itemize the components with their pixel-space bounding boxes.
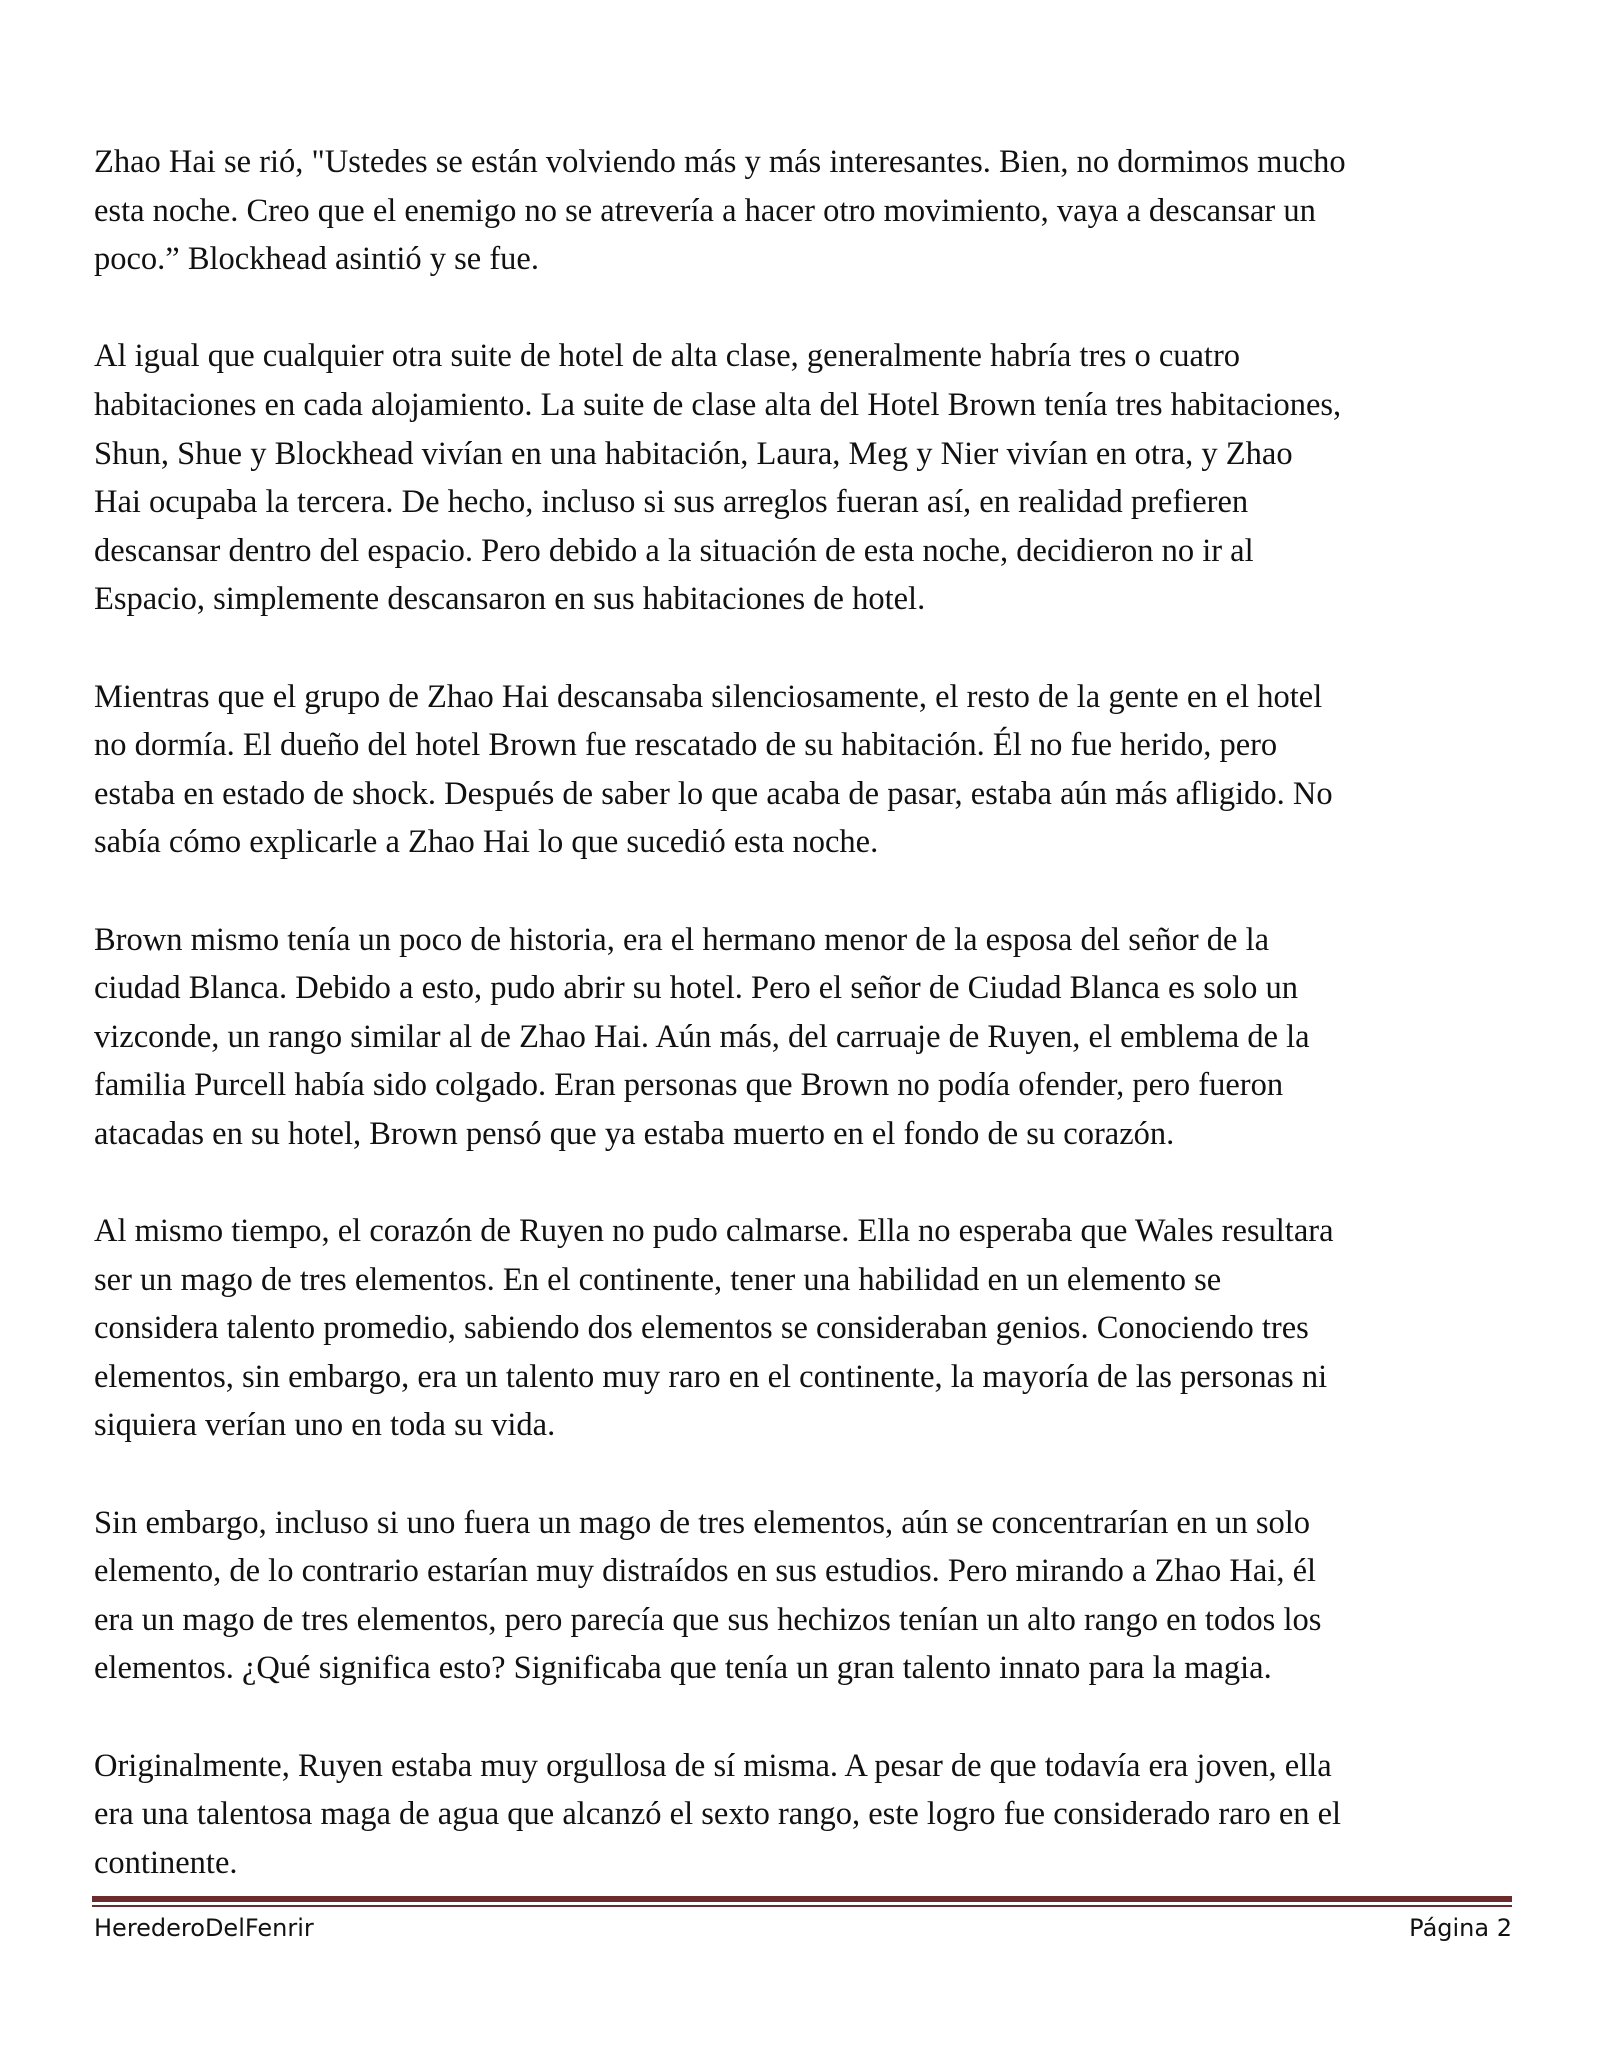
footer-rule: [92, 1896, 1512, 1908]
text-line: Sin embargo, incluso si uno fuera un mago de tres elementos, aún se concentrarían en un solo: [94, 1504, 1311, 1541]
text-line: descansar dentro del espacio. Pero debido a la situación de esta noche, decidieron no ir al: [94, 532, 1254, 569]
paragraph: [94, 1207, 1514, 1450]
footer-page-number: Página 2: [1409, 1914, 1512, 1942]
text-line: atacadas en su hotel, Brown pensó que ya estaba muerto en el fondo de su corazón.: [94, 1115, 1175, 1152]
text-line: siquiera verían uno en toda su vida.: [94, 1407, 556, 1444]
paragraph: [94, 332, 1514, 624]
text-line: continente.: [94, 1844, 238, 1881]
text-line: Espacio, simplemente descansaron en sus habitaciones de hotel.: [94, 581, 926, 618]
paragraph: [94, 138, 1514, 284]
footer-author: HerederoDelFenrir: [94, 1914, 314, 1942]
text-line: Originalmente, Ruyen estaba muy orgullosa de sí misma. A pesar de que todavía era joven, ella: [94, 1747, 1332, 1784]
text-line: estaba en estado de shock. Después de saber lo que acaba de pasar, estaba aún más afligido. No: [94, 775, 1333, 812]
text-line: Zhao Hai se rió, "Ustedes se están volviendo más y más interesantes. Bien, no dormimos mucho: [94, 144, 1346, 180]
text-line: habitaciones en cada alojamiento. La suite de clase alta del Hotel Brown tenía tres habitaciones,: [94, 386, 1342, 423]
text-line: era una talentosa maga de agua que alcanzó el sexto rango, este logro fue considerado raro en el: [94, 1796, 1342, 1833]
text-line: elemento, de lo contrario estarían muy distraídos en sus estudios. Pero mirando a Zhao Hai, él: [94, 1553, 1317, 1590]
text-line: ser un mago de tres elementos. En el continente, tener una habilidad en un elemento se: [94, 1261, 1222, 1298]
text-line: esta noche. Creo que el enemigo no se atrevería a hacer otro movimiento, vaya a descansar un: [94, 192, 1316, 229]
document-body: [94, 138, 1514, 1887]
paragraph: [94, 1742, 1514, 1888]
footer-rule-thick: [92, 1896, 1512, 1902]
text-line: poco.” Blockhead asintió y se fue.: [94, 241, 539, 278]
text-line: Mientras que el grupo de Zhao Hai descansaba silenciosamente, el resto de la gente en el hotel: [94, 678, 1323, 715]
text-line: Shun, Shue y Blockhead vivían en una habitación, Laura, Meg y Nier vivían en otra, y Zhao: [94, 435, 1293, 472]
text-line: considera talento promedio, sabiendo dos elementos se consideraban genios. Conociendo tres: [94, 1310, 1309, 1347]
text-line: no dormía. El dueño del hotel Brown fue rescatado de su habitación. Él no fue herido, pero: [94, 727, 1278, 764]
text-line: era un mago de tres elementos, pero parecía que sus hechizos tenían un alto rango en todos los: [94, 1601, 1322, 1638]
text-line: Al mismo tiempo, el corazón de Ruyen no pudo calmarse. Ella no esperaba que Wales resultara: [94, 1213, 1334, 1250]
paragraph: [94, 1499, 1514, 1693]
text-line: elementos. ¿Qué significa esto? Significaba que tenía un gran talento innato para la magia.: [94, 1650, 1272, 1687]
paragraph: [94, 916, 1514, 1159]
text-line: Hai ocupaba la tercera. De hecho, incluso si sus arreglos fueran así, en realidad prefieren: [94, 484, 1249, 521]
text-line: Brown mismo tenía un poco de historia, era el hermano menor de la esposa del señor de la: [94, 921, 1270, 958]
footer-rule-thin: [92, 1905, 1512, 1907]
text-line: vizconde, un rango similar al de Zhao Hai. Aún más, del carruaje de Ruyen, el emblema de la: [94, 1018, 1310, 1055]
text-line: familia Purcell había sido colgado. Eran personas que Brown no podía ofender, pero fueron: [94, 1067, 1284, 1104]
text-line: sabía cómo explicarle a Zhao Hai lo que sucedió esta noche.: [94, 824, 879, 861]
text-line: Al igual que cualquier otra suite de hotel de alta clase, generalmente habría tres o cuatro: [94, 338, 1241, 375]
text-line: elementos, sin embargo, era un talento muy raro en el continente, la mayoría de las personas ni: [94, 1358, 1328, 1395]
paragraph: [94, 673, 1514, 867]
text-line: ciudad Blanca. Debido a esto, pudo abrir su hotel. Pero el señor de Ciudad Blanca es solo un: [94, 970, 1299, 1007]
